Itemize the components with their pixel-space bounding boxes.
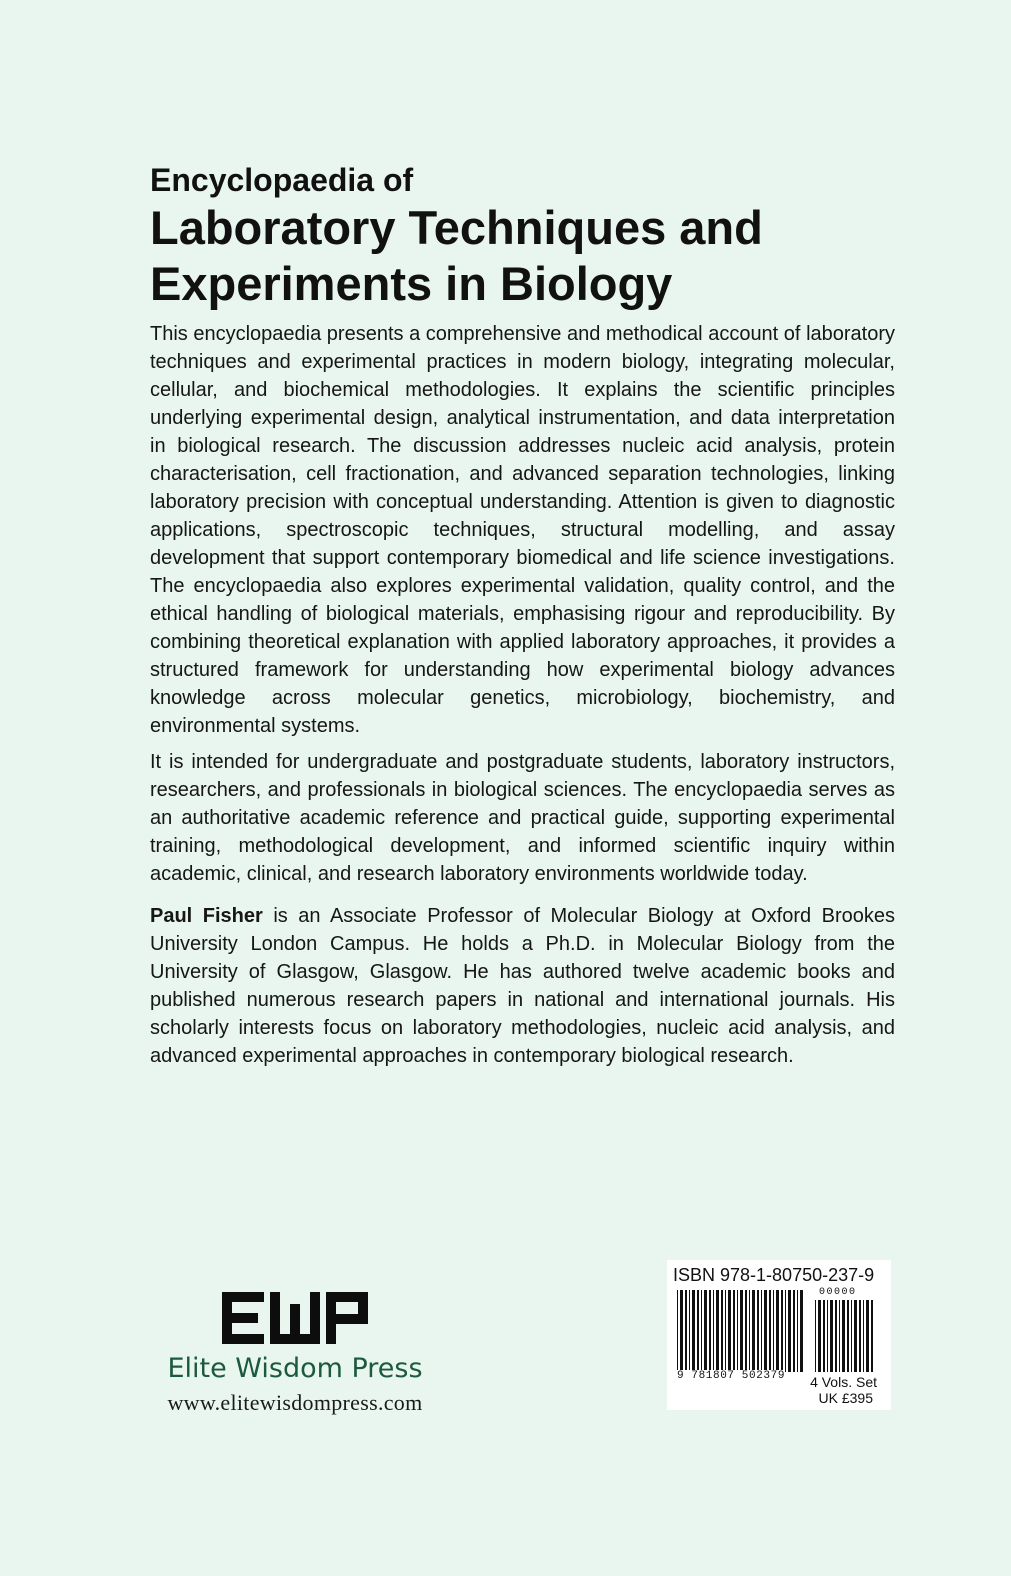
- barcode-bar: [866, 1300, 869, 1372]
- set-label: 4 Vols. Set: [810, 1374, 877, 1390]
- barcode-bar: [745, 1290, 747, 1372]
- barcode-bar: [827, 1300, 828, 1372]
- ewp-logo-icon: [220, 1290, 370, 1346]
- barcode-bar: [854, 1300, 857, 1372]
- barcode-bar: [697, 1290, 699, 1372]
- barcode-bar: [859, 1300, 861, 1372]
- back-cover-text: [150, 160, 895, 1078]
- publisher-url[interactable]: www.elitewisdompress.com: [167, 1390, 423, 1415]
- barcode-bar: [692, 1290, 695, 1372]
- barcode-bar: [716, 1290, 719, 1372]
- barcode-box: [667, 1260, 891, 1410]
- barcode-bar: [737, 1290, 738, 1372]
- barcode-bar: [797, 1290, 798, 1372]
- barcode-digits: 9 781807 502379: [677, 1370, 786, 1382]
- barcode-bar: [835, 1300, 837, 1372]
- barcode-bar: [788, 1290, 791, 1372]
- barcode-bar: [689, 1290, 690, 1372]
- barcode-bar: [761, 1290, 762, 1372]
- barcode-bar: [815, 1300, 816, 1372]
- barcode-bar: [677, 1290, 678, 1372]
- book-title-line-2: Experiments in Biology: [150, 257, 673, 310]
- barcode-bar: [680, 1290, 683, 1372]
- barcode-bar: [785, 1290, 786, 1372]
- barcode-bar: [781, 1290, 783, 1372]
- barcode-bar: [749, 1290, 750, 1372]
- barcode-bar: [757, 1290, 759, 1372]
- isbn-label: ISBN 978-1-80750-237-9: [673, 1265, 875, 1285]
- barcode-bar: [740, 1290, 743, 1372]
- book-pretitle: Encyclopaedia of: [150, 162, 414, 198]
- barcode-bar: [725, 1290, 726, 1372]
- barcode-bar: [709, 1290, 711, 1372]
- barcode-bar: [871, 1300, 873, 1372]
- barcode-bar: [776, 1290, 779, 1372]
- description-paragraph-1: This encyclopaedia presents a comprehensive and methodical account of laboratory techniques and experimental practices in modern biology, integrating molecular, cellular, and biochemical methodologies. It explains the scientific principles underlying experimental design, analytical instrumentation, and data interpretation in biological research. The discussion addresses nucleic acid analysis, protein characterisation, cell fractionation, and advanced separation technologies, linking laboratory precision with conceptual understanding. Attention is given to diagnostic applications, spectroscopic techniques, structural modelling, and assay development that support contemporary biomedical and life science investigations. The encyclopaedia also explores experimental validation, quality control, and the ethical handling of biological materials, emphasising rigour and reproducibility. By combining theoretical explanation with applied laboratory approaches, it provides a structured framework for understanding how experimental biology advances knowledge across molecular genetics, microbiology, biochemistry, and environmental systems.: [150, 323, 895, 737]
- barcode-bar: [733, 1290, 735, 1372]
- barcode-bar: [764, 1290, 767, 1372]
- author-bio-paragraph: [150, 902, 895, 1070]
- author-bio-text: is an Associate Professor of Molecular Biology at Oxford Brookes University London Campus. He holds a Ph.D. in Molecular Biology from the University of Glasgow, Glasgow. He has authored twelve academic books and published numerous research papers in national and international journals. His scholarly interests focus on laboratory methodologies, nucleic acid analysis, and advanced experimental approaches in contemporary biological research.: [150, 905, 896, 1067]
- barcode-bar: [721, 1290, 723, 1372]
- book-title-line-1: Laboratory Techniques and: [150, 201, 763, 254]
- barcode-bar: [685, 1290, 687, 1372]
- barcode-bar: [842, 1300, 845, 1372]
- price-label: UK £395: [818, 1390, 873, 1406]
- description-paragraph-2: It is intended for undergraduate and postgraduate students, laboratory instructors, researchers, and professionals in biological sciences. The encyclopaedia serves as an authoritative academic reference and practical guide, supporting experimental training, methodological development, and informed scientific inquiry within academic, clinical, and research laboratory environments worldwide today.: [150, 751, 895, 885]
- barcode-bar: [863, 1300, 864, 1372]
- barcode-icon: [677, 1290, 807, 1372]
- publisher-name: Elite Wisdom Press: [167, 1353, 423, 1384]
- barcode-bar: [800, 1290, 803, 1372]
- author-name: Paul Fisher: [150, 905, 263, 927]
- barcode-bar: [793, 1290, 795, 1372]
- barcode-bar: [713, 1290, 714, 1372]
- publisher-block: [150, 1290, 440, 1416]
- barcode-bar: [701, 1290, 702, 1372]
- barcode-bar: [704, 1290, 707, 1372]
- barcode-bar: [823, 1300, 825, 1372]
- barcode-bar: [818, 1300, 821, 1372]
- book-title: [150, 200, 895, 312]
- barcode-bar: [839, 1300, 840, 1372]
- barcode-bar: [752, 1290, 755, 1372]
- addon-barcode-icon: [815, 1300, 877, 1372]
- barcode-bar: [728, 1290, 731, 1372]
- barcode-bar: [773, 1290, 774, 1372]
- barcode-bar: [847, 1300, 849, 1372]
- barcode-bar: [851, 1300, 852, 1372]
- barcode-bar: [830, 1300, 833, 1372]
- addon-digits: 00000: [819, 1287, 857, 1298]
- barcode-bar: [769, 1290, 771, 1372]
